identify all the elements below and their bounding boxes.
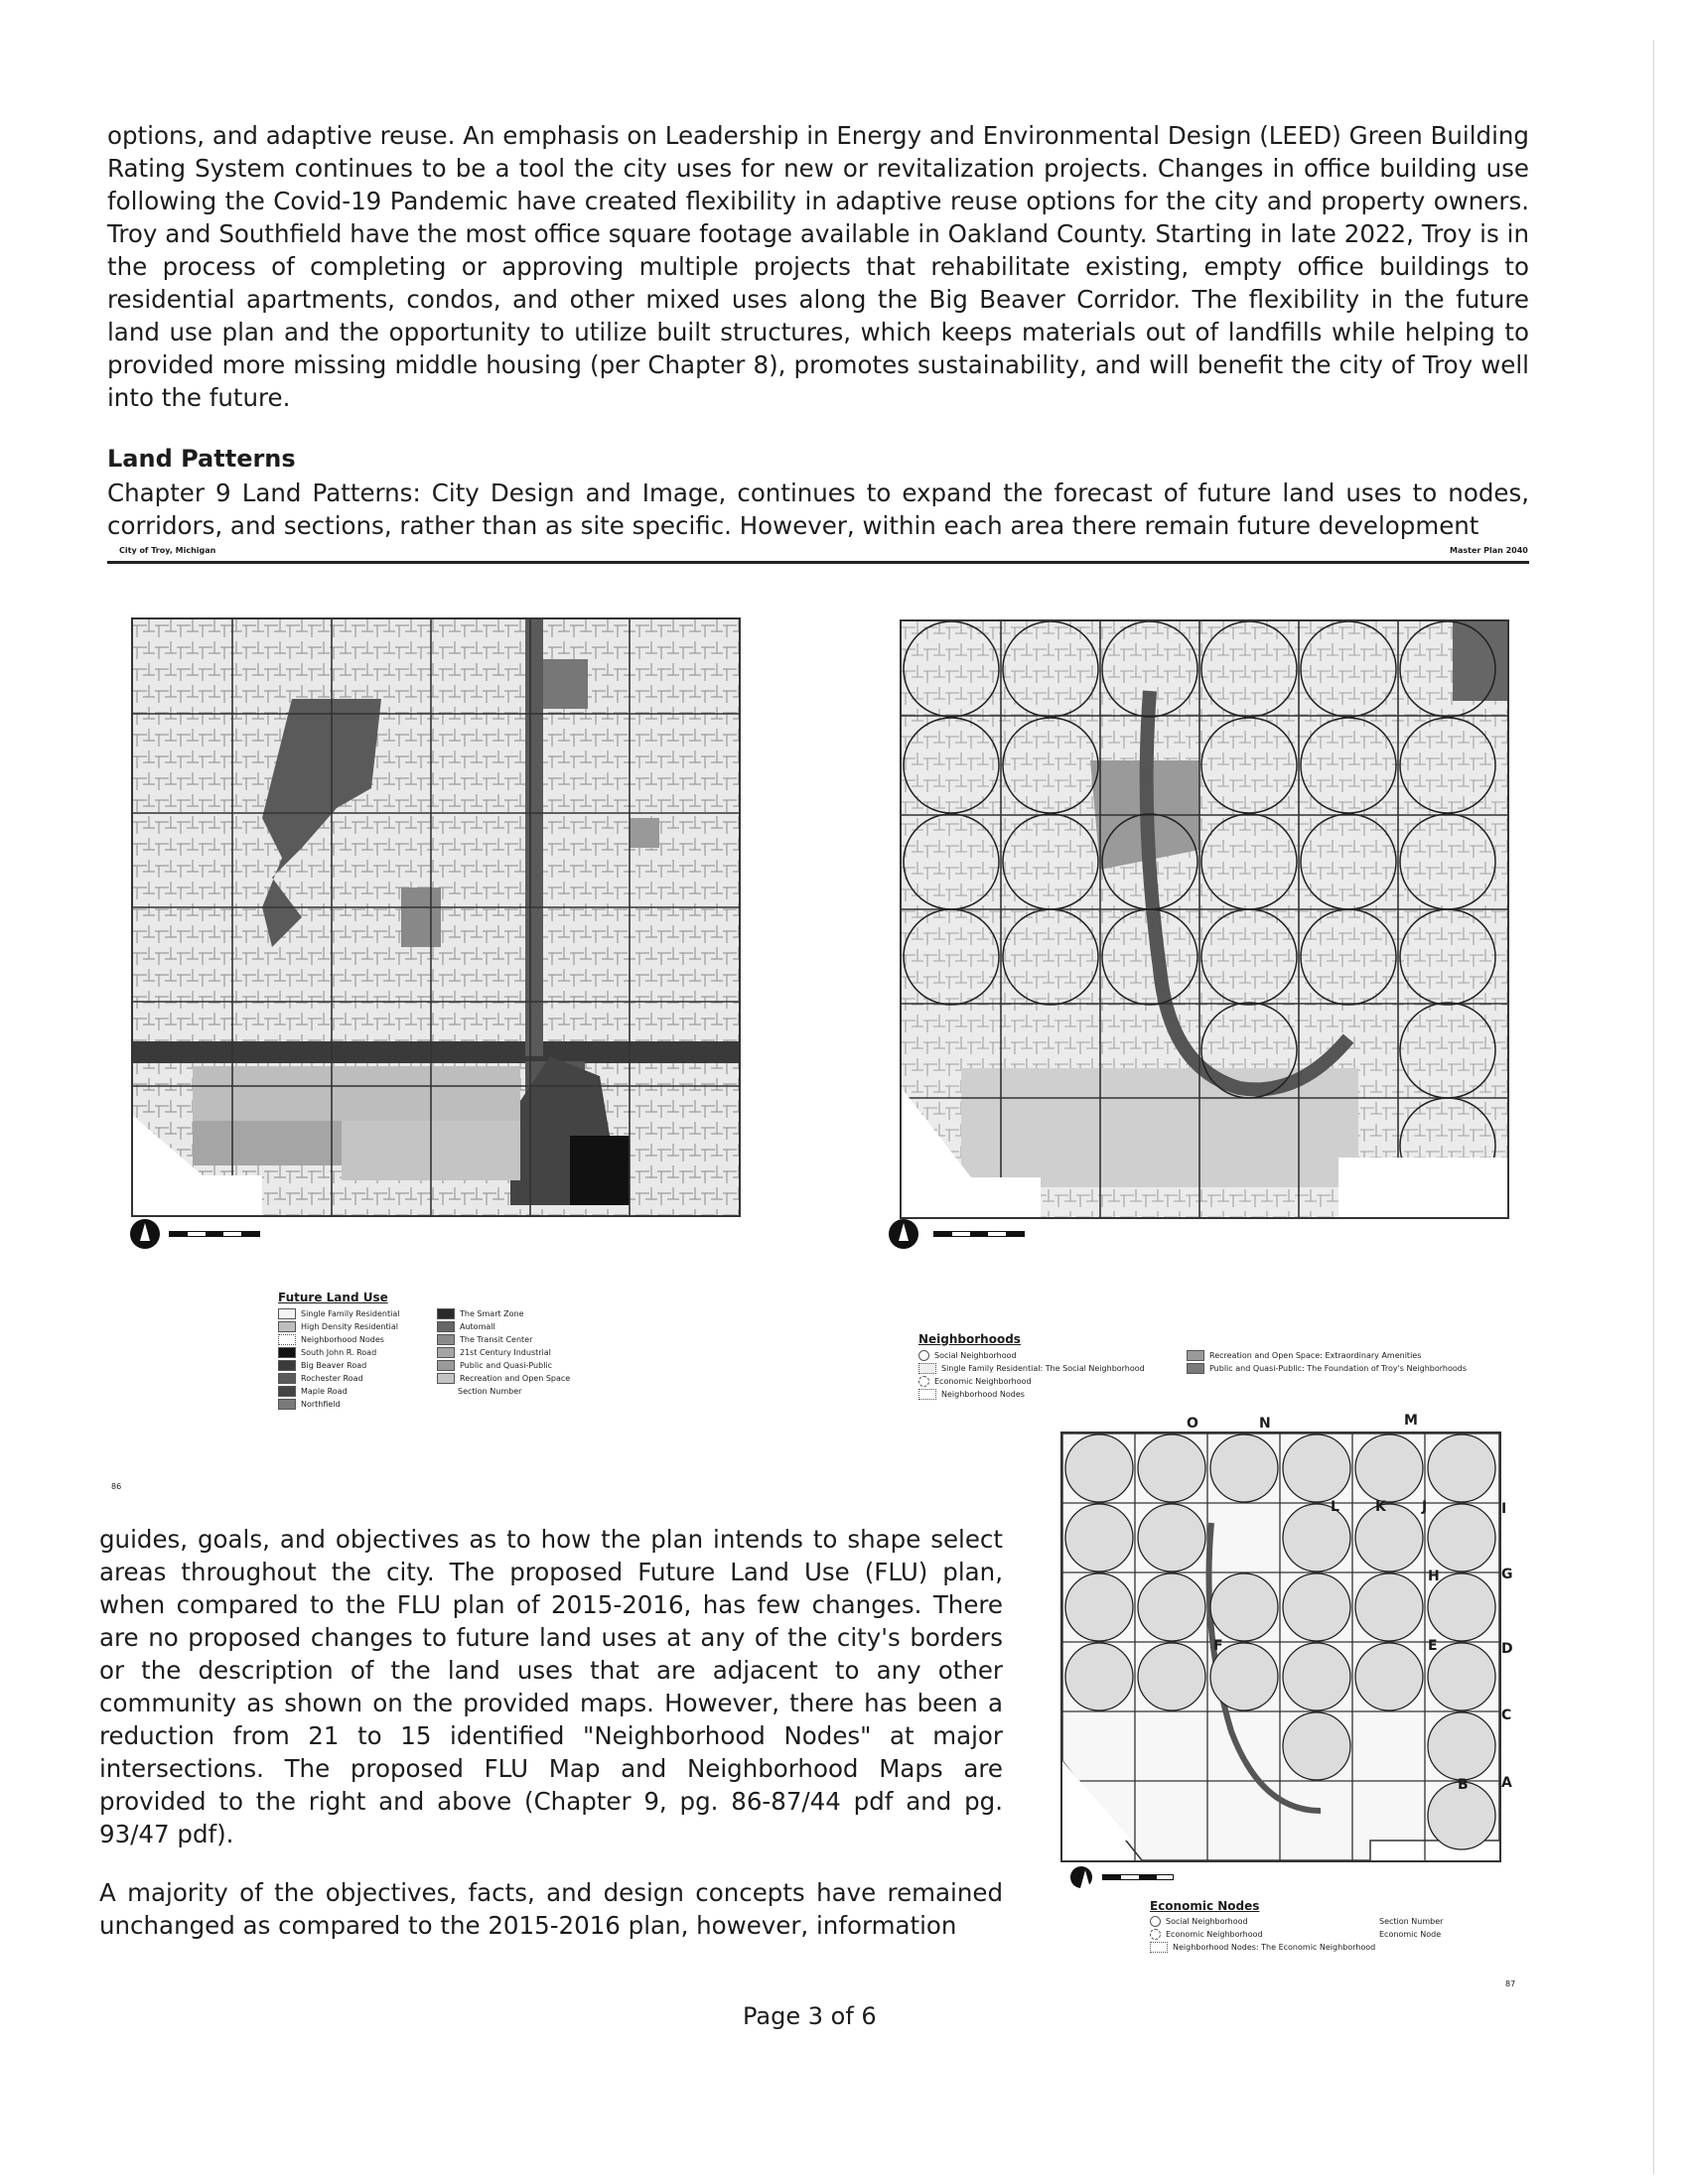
scale-bar <box>169 1231 260 1237</box>
legend-swatch <box>1358 1917 1374 1926</box>
legend-swatch <box>918 1389 936 1400</box>
neighborhoods-legend-item: Social Neighborhood <box>918 1349 1187 1362</box>
neighborhoods-legend-item: Single Family Residential: The Social Neighborhood <box>918 1362 1187 1375</box>
neighborhoods-map <box>900 619 1509 1219</box>
scale-bar-3 <box>1102 1874 1174 1880</box>
lower-paragraph-2: A majority of the objectives, facts, and design concepts have remained unchanged as compared to the 2015-2016 plan, however, information <box>99 1878 1003 1940</box>
flu-legend-item: The Transit Center <box>437 1333 596 1346</box>
north-arrow-icon-3 <box>1070 1866 1092 1888</box>
node-letter-m: M <box>1404 1413 1418 1429</box>
economic-legend-title: Economic Nodes <box>1150 1899 1260 1913</box>
node-letter-l: L <box>1331 1499 1339 1515</box>
page-number-right: 87 <box>1505 1979 1516 1988</box>
node-letter-g: G <box>1501 1567 1513 1582</box>
lower-paragraph: guides, goals, and objectives as to how the plan intends to shape select areas throughout the city. The proposed Future Land Use (FLU) plan, when compared to the FLU plan of 2015-2016, has few changes. There are no proposed changes to future land uses at any of the city's borders or the description of the land uses that are adjacent to any other community as shown on the provided maps. However, there has been a reduction from 21 to 15 identified "Neighborhood Nodes" at major intersections. The proposed FLU Map and Neighborhood Maps are provided to the right and above (Chapter 9, pg. 86-87/44 pdf and pg. 93/47 pdf). <box>99 1525 1003 1848</box>
legend-swatch <box>278 1334 296 1345</box>
flu-legend-title: Future Land Use <box>278 1291 388 1304</box>
node-letter-a: A <box>1501 1775 1512 1791</box>
inset-header-left: City of Troy, Michigan <box>119 546 216 555</box>
neighborhoods-legend-item: Economic Neighborhood <box>918 1375 1187 1388</box>
flu-legend-item: Single Family Residential <box>278 1307 437 1320</box>
legend-swatch <box>1358 1930 1374 1939</box>
page-footer: Page 3 of 6 <box>743 2002 877 2030</box>
node-letter-c: C <box>1501 1707 1512 1723</box>
flu-legend-item: Neighborhood Nodes <box>278 1333 437 1346</box>
flu-legend-item: Northfield <box>278 1398 437 1411</box>
top-paragraph: options, and adaptive reuse. An emphasis on Leadership in Energy and Environmental Design (LEED) Green Building Rating System continues to be a tool the city uses for new or revitalization projects. Changes in office building use following the Covid-19 Pandemic have created flexibility in adaptive reuse options for the city and property owners. Troy and Southfield have the most office square footage available in Oakland County. Starting in late 2022, Troy is in the process of completing or approving multiple projects that rehabilitate existing, empty office buildings to residential apartments, condos, and other mixed uses along the Big Beaver Corridor. The flexibility in the future land use plan and the opportunity to utilize built structures, which keeps materials out of landfills while helping to provided more missing middle housing (per Chapter 8), promotes sustainability, and will benefit the city of Troy well into the future. <box>107 121 1529 412</box>
node-letter-e: E <box>1428 1638 1438 1654</box>
legend-swatch <box>278 1321 296 1332</box>
future-land-use-map <box>131 617 741 1217</box>
flu-legend-item: Public and Quasi-Public <box>437 1359 596 1372</box>
legend-swatch <box>437 1347 455 1358</box>
flu-legend-item: Recreation and Open Space <box>437 1372 596 1385</box>
legend-swatch <box>437 1360 455 1371</box>
legend-swatch <box>918 1363 936 1374</box>
economic-legend-item: Neighborhood Nodes: The Economic Neighborhood <box>1150 1941 1477 1954</box>
flu-legend-item: Automall <box>437 1320 596 1333</box>
legend-swatch <box>278 1373 296 1384</box>
flu-legend-item: 21st Century Industrial <box>437 1346 596 1359</box>
flu-legend-item: The Smart Zone <box>437 1307 596 1320</box>
scale-bar-2 <box>933 1231 1025 1237</box>
neighborhoods-legend-item: Recreation and Open Space: Extraordinary Amenities <box>1187 1349 1475 1362</box>
flu-legend-item: Rochester Road <box>278 1372 437 1385</box>
legend-swatch <box>437 1308 455 1319</box>
north-arrow-icon <box>130 1219 160 1249</box>
node-letter-f: F <box>1213 1638 1223 1654</box>
flu-legend-item: High Density Residential <box>278 1320 437 1333</box>
flu-legend <box>278 1291 596 1411</box>
legend-swatch <box>918 1376 929 1387</box>
node-letter-b: B <box>1458 1777 1469 1793</box>
flu-legend-item: South John R. Road <box>278 1346 437 1359</box>
economic-legend-item: Section Number <box>1358 1915 1477 1928</box>
legend-swatch <box>918 1350 929 1361</box>
neighborhoods-legend-item: Public and Quasi-Public: The Foundation of Troy's Neighborhoods <box>1187 1362 1475 1375</box>
legend-swatch <box>1150 1942 1168 1953</box>
flu-legend-item: Section Number <box>437 1385 596 1398</box>
inset-header-rule <box>107 561 1529 564</box>
flu-legend-item: Big Beaver Road <box>278 1359 437 1372</box>
economic-legend-item: Economic Neighborhood <box>1150 1928 1358 1941</box>
legend-swatch <box>1150 1929 1161 1940</box>
legend-swatch <box>278 1360 296 1371</box>
economic-legend-item: Social Neighborhood <box>1150 1915 1358 1928</box>
intro-paragraph: Chapter 9 Land Patterns: City Design and Image, continues to expand the forecast of future land uses to nodes, corridors, and sections, rather than as site specific. However, within each area there remain future development <box>107 478 1529 540</box>
legend-swatch <box>437 1334 455 1345</box>
economic-nodes-legend <box>1150 1899 1477 1954</box>
neighborhoods-legend-title: Neighborhoods <box>918 1332 1021 1346</box>
legend-swatch <box>278 1386 296 1397</box>
node-letter-j: J <box>1422 1499 1428 1515</box>
neighborhoods-legend <box>918 1332 1475 1401</box>
legend-swatch <box>437 1387 453 1396</box>
node-letter-h: H <box>1428 1569 1440 1584</box>
node-letter-o: O <box>1187 1416 1198 1432</box>
north-arrow-icon-2 <box>889 1219 918 1249</box>
legend-swatch <box>278 1399 296 1410</box>
neighborhoods-legend-item: Neighborhood Nodes <box>918 1388 1187 1401</box>
node-letter-d: D <box>1501 1641 1513 1657</box>
legend-swatch <box>1150 1916 1161 1927</box>
legend-swatch <box>278 1308 296 1319</box>
neighborhoods-map-graphic <box>902 621 1507 1217</box>
node-letter-i: I <box>1501 1501 1507 1517</box>
legend-swatch <box>278 1347 296 1358</box>
legend-swatch <box>437 1321 455 1332</box>
node-letter-k: K <box>1375 1499 1386 1515</box>
inset-header-right: Master Plan 2040 <box>1450 546 1528 555</box>
flu-map-graphic <box>133 619 739 1215</box>
legend-swatch <box>1187 1350 1204 1361</box>
economic-legend-item: Economic Node <box>1358 1928 1477 1941</box>
node-letter-n: N <box>1259 1416 1271 1432</box>
legend-swatch <box>437 1373 455 1384</box>
section-heading: Land Patterns <box>107 445 296 473</box>
flu-legend-item: Maple Road <box>278 1385 437 1398</box>
page-number-left: 86 <box>111 1482 122 1491</box>
page-edge-line <box>1653 40 1654 2174</box>
legend-swatch <box>1187 1363 1204 1374</box>
